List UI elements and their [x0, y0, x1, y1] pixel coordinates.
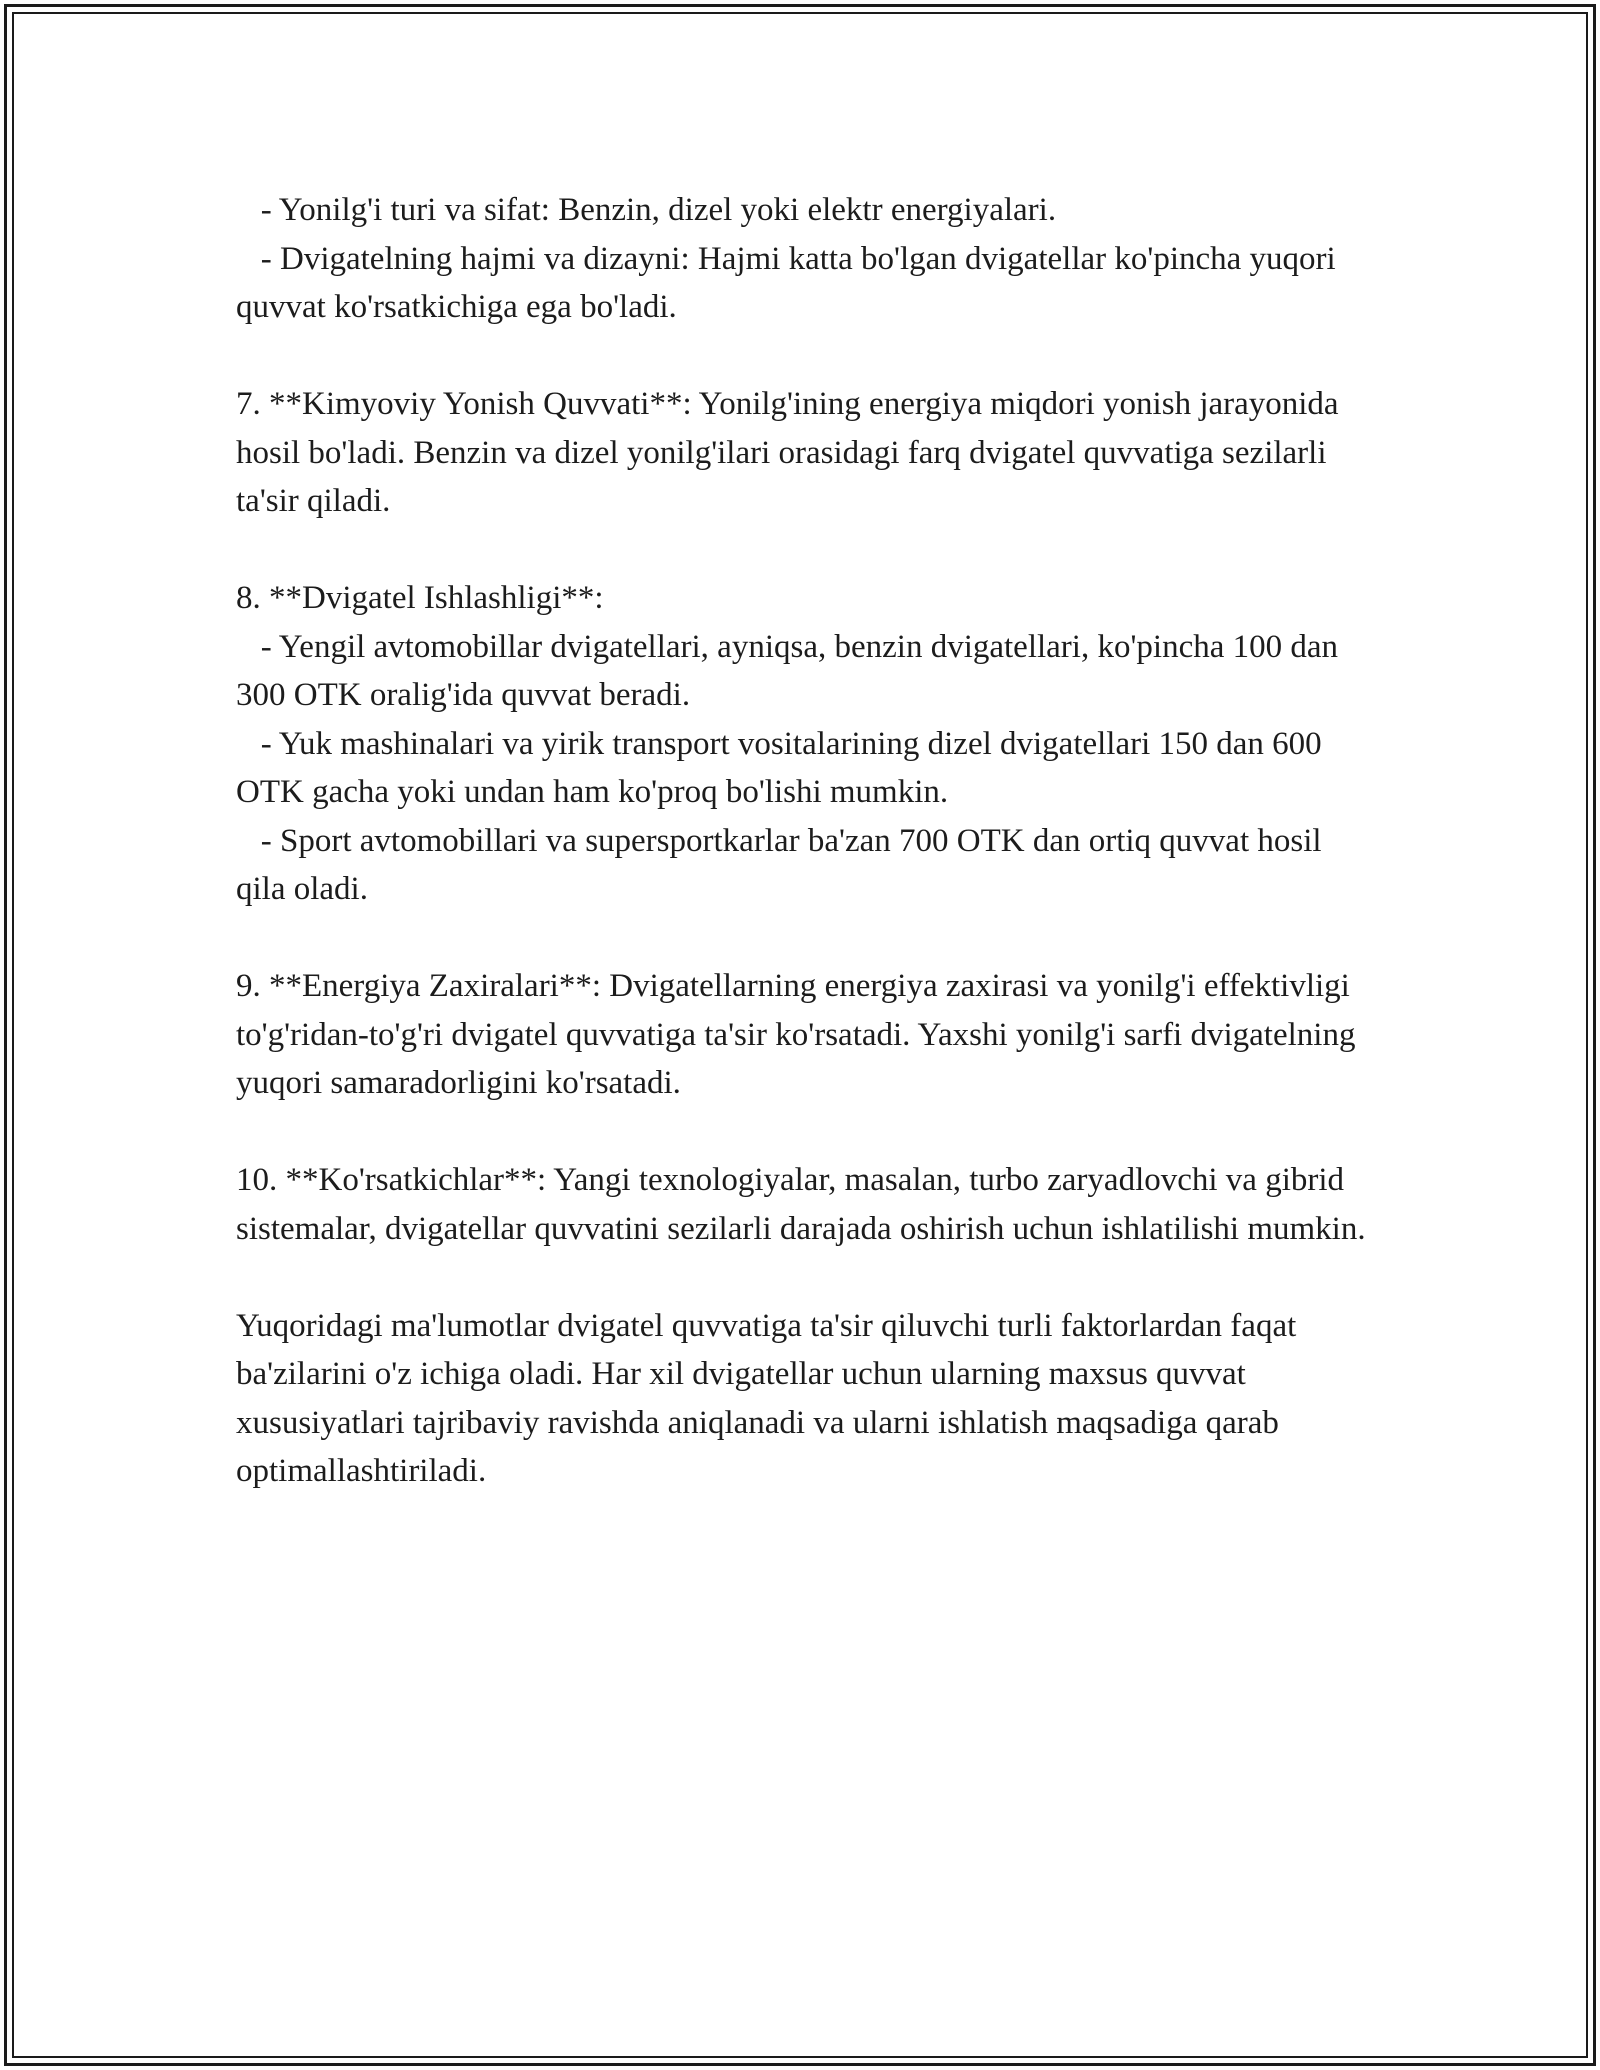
paragraph-gap — [236, 1108, 1376, 1157]
paragraph-chemical-combustion-power: 7. **Kimyoviy Yonish Quvvati**: Yonilg'ining energiya miqdori yonish jarayonida hosil bo'ladi. Benzin va dizel yonilg'ilari orasidagi farq dvigatel quvvatiga sezilarli ta'sir qiladi. — [236, 386, 1347, 519]
paragraph-engine-performance: 8. **Dvigatel Ishlashligi**: - Yengil avtomobillar dvigatellari, ayniqsa, benzin dvigatellari, ko'pincha 100 dan 300 OTK oralig'ida quvvat beradi. - Yuk mashinalari va yirik transport vositalarining dizel dvigatellari 150 dan 600 OTK gacha yoki undan ham ko'proq bo'lishi mumkin. - Sport avtomobillari va supersportkarlar ba'zan 700 OTK dan ortiq quvvat hosil qila oladi. — [236, 580, 1339, 907]
document-body — [236, 186, 1376, 1496]
paragraph-indicators: 10. **Ko'rsatkichlar**: Yangi texnologiyalar, masalan, turbo zaryadlovchi va gibrid sistemalar, dvigatellar quvvatini sezilarli darajada oshirish uchun ishlatilishi mumkin. — [236, 1162, 1366, 1247]
paragraph-gap — [236, 1253, 1376, 1302]
paragraph-gap — [236, 332, 1376, 381]
paragraph-gap — [236, 914, 1376, 963]
paragraph-energy-reserves: 9. **Energiya Zaxiralari**: Dvigatellarning energiya zaxirasi va yonilg'i effektivligi to'g'ridan-to'g'ri dvigatel quvvatiga ta'sir ko'rsatadi. Yaxshi yonilg'i sarfi dvigatelning yuqori samaradorligini ko'rsatadi. — [236, 968, 1364, 1101]
paragraph-fuel-and-engine-size: - Yonilg'i turi va sifat: Benzin, dizel yoki elektr energiyalari. - Dvigatelning hajmi va dizayni: Hajmi katta bo'lgan dvigatellar ko'pincha yuqori quvvat ko'rsatkichiga ega bo'ladi. — [236, 192, 1336, 325]
paragraph-gap — [236, 526, 1376, 575]
paragraph-conclusion: Yuqoridagi ma'lumotlar dvigatel quvvatiga ta'sir qiluvchi turli faktorlardan faqat ba'zilarini o'z ichiga oladi. Har xil dvigatellar uchun ularning maxsus quvvat xususiyatlari tajribaviy ravishda aniqlanadi va ularni ishlatish maqsadiga qarab optimallashtiriladi. — [236, 1307, 1305, 1489]
